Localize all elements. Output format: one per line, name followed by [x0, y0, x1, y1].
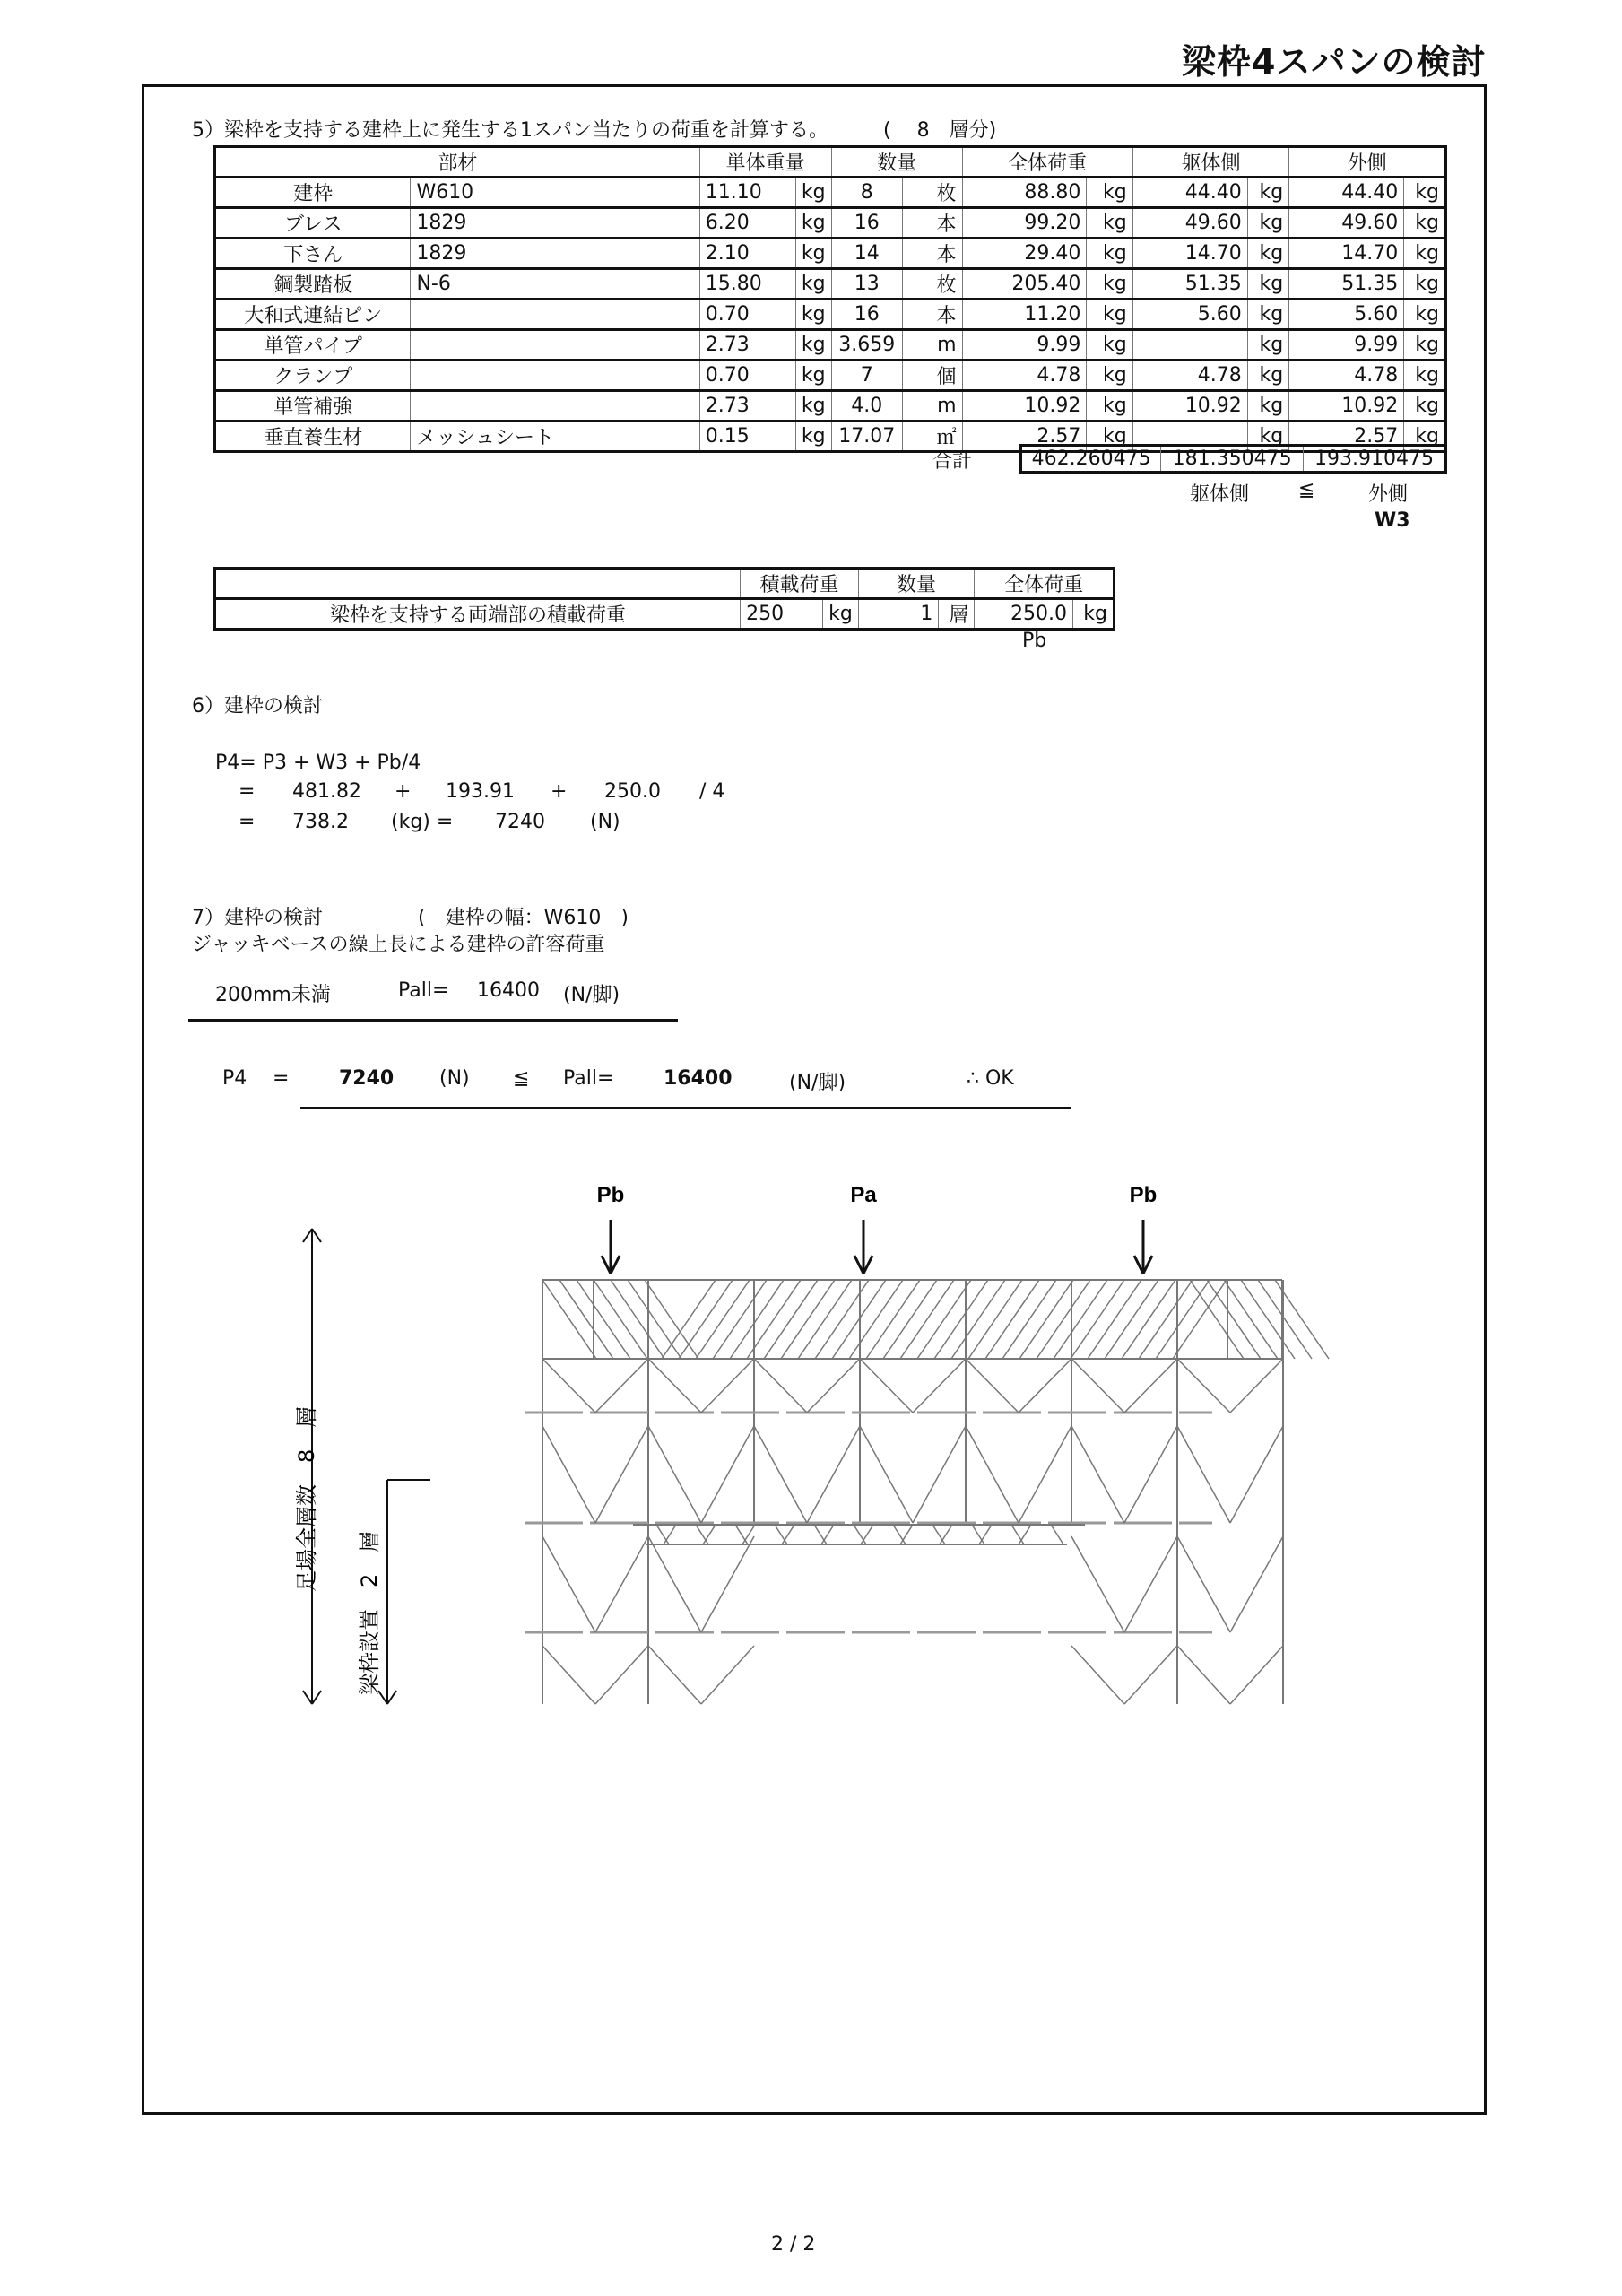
brace-line	[1019, 1359, 1071, 1413]
material-quantity-unit: ㎡	[902, 422, 962, 452]
hatch-line	[611, 1280, 664, 1359]
brace-line	[966, 1426, 1019, 1523]
material-spec: 1829	[411, 208, 699, 239]
brace-line	[648, 1426, 701, 1523]
section5-layers-note: ( 8 層分)	[883, 119, 997, 142]
comparison-right: 外側	[1368, 483, 1409, 506]
material-unit-weight-unit: kg	[795, 208, 831, 239]
material-body: 4.78	[1132, 361, 1247, 391]
loading-row-load-unit: kg	[822, 599, 858, 630]
hatch-line	[696, 1280, 750, 1359]
brace-line	[754, 1426, 807, 1523]
material-body-unit: kg	[1247, 361, 1288, 391]
truss-web	[979, 1525, 992, 1544]
formula-result-kg: 738.2	[292, 811, 349, 833]
material-outer: 51.35	[1289, 269, 1404, 300]
formula-p3: 481.82	[292, 780, 361, 803]
brace-line	[1124, 1646, 1177, 1704]
dimension-arrow-head	[303, 1229, 312, 1242]
material-body-unit: kg	[1247, 300, 1288, 330]
header-member: 部材	[215, 147, 700, 178]
material-unit-weight: 0.15	[699, 422, 795, 452]
brace-line	[1177, 1646, 1230, 1704]
section7-condition: 200mm未満	[215, 984, 331, 1006]
hatch-line	[594, 1280, 647, 1359]
hatch-line	[1173, 1280, 1227, 1359]
brace-line	[1177, 1359, 1230, 1413]
truss-web	[782, 1525, 794, 1544]
material-body: 10.92	[1132, 391, 1247, 422]
brace-line	[1071, 1646, 1124, 1704]
hatch-line	[713, 1280, 767, 1359]
material-unit-weight: 0.70	[699, 300, 795, 330]
result-pall-value: 16400	[664, 1067, 733, 1090]
brace-line	[1177, 1426, 1230, 1523]
material-unit-weight-unit: kg	[795, 361, 831, 391]
material-total-unit: kg	[1087, 239, 1132, 269]
brace-line	[648, 1536, 701, 1632]
hatch-line	[1019, 1280, 1073, 1359]
hatch-line	[900, 1280, 954, 1359]
brace-line	[1177, 1536, 1230, 1632]
material-body-unit: kg	[1247, 422, 1288, 452]
material-total-unit: kg	[1087, 300, 1132, 330]
formula-plus-2: +	[551, 780, 568, 803]
material-unit-weight-unit: kg	[795, 178, 831, 208]
hatch-line	[849, 1280, 903, 1359]
result-p4-unit: (N)	[439, 1067, 470, 1090]
brace-line	[1230, 1646, 1283, 1704]
material-name: 垂直養生材	[215, 422, 411, 452]
formula-kg-unit: (kg) =	[391, 811, 454, 833]
material-quantity: 13	[831, 269, 902, 300]
totals-body: 181.350475	[1161, 446, 1304, 473]
formula-eq-2: =	[239, 811, 256, 833]
material-quantity-unit: 本	[902, 239, 962, 269]
brace-line	[1071, 1426, 1124, 1523]
material-outer: 5.60	[1289, 300, 1404, 330]
loading-row-load: 250	[741, 599, 823, 630]
truss-web	[972, 1525, 984, 1544]
dimension-arrow-head	[312, 1691, 321, 1704]
hatch-line	[679, 1280, 733, 1359]
hatch-line	[866, 1280, 920, 1359]
material-quantity-unit: 本	[902, 208, 962, 239]
brace-line	[1124, 1426, 1177, 1523]
hatch-line	[1241, 1280, 1295, 1359]
brace-line	[648, 1646, 701, 1704]
pb-symbol: Pb	[1022, 630, 1047, 652]
formula-divisor: / 4	[699, 780, 725, 803]
material-outer-unit: kg	[1404, 269, 1446, 300]
header-unit-weight: 単体重量	[699, 147, 831, 178]
header-total-load: 全体荷重	[962, 147, 1132, 178]
section7-pall-label: Pall=	[398, 979, 449, 1002]
truss-web	[656, 1525, 669, 1544]
loading-row-qty-unit: 層	[939, 599, 975, 630]
formula-plus-1: +	[395, 780, 412, 803]
material-outer: 49.60	[1289, 208, 1404, 239]
truss-web	[861, 1525, 873, 1544]
truss-web	[1011, 1525, 1024, 1544]
result-pall-label: Pall=	[563, 1067, 614, 1090]
material-outer: 2.57	[1289, 422, 1404, 452]
dimension-arrow-head	[312, 1229, 321, 1242]
section7-pall-value: 16400	[477, 979, 540, 1002]
comparison-operator: ≦	[1298, 479, 1315, 501]
dimension-arrow-head	[303, 1691, 312, 1704]
hatch-line	[1224, 1280, 1278, 1359]
material-quantity: 16	[831, 208, 902, 239]
material-outer-unit: kg	[1404, 330, 1446, 361]
material-spec: N-6	[411, 269, 699, 300]
material-outer: 10.92	[1289, 391, 1404, 422]
material-quantity: 3.659	[831, 330, 902, 361]
brace-line	[807, 1426, 860, 1523]
loading-row-qty: 1	[858, 599, 939, 630]
brace-line	[860, 1426, 913, 1523]
formula-n-unit: (N)	[590, 811, 620, 833]
material-unit-weight-unit: kg	[795, 422, 831, 452]
loading-row-total: 250.0	[975, 599, 1073, 630]
material-body-unit: kg	[1247, 178, 1288, 208]
page-number: 2 / 2	[771, 2233, 816, 2256]
hatch-line	[1258, 1280, 1312, 1359]
material-quantity-unit: m	[902, 391, 962, 422]
brace-line	[595, 1646, 648, 1704]
material-outer: 4.78	[1289, 361, 1404, 391]
material-body: 5.60	[1132, 300, 1247, 330]
material-body-unit: kg	[1247, 269, 1288, 300]
material-name: 大和式連結ピン	[215, 300, 411, 330]
material-quantity: 17.07	[831, 422, 902, 452]
material-quantity-unit: 枚	[902, 269, 962, 300]
material-quantity: 7	[831, 361, 902, 391]
hatch-line	[730, 1280, 784, 1359]
brace-line	[701, 1536, 754, 1632]
material-outer: 44.40	[1289, 178, 1404, 208]
material-outer-unit: kg	[1404, 178, 1446, 208]
material-unit-weight-unit: kg	[795, 239, 831, 269]
material-total-unit: kg	[1087, 178, 1132, 208]
loading-header-load: 積載荷重	[741, 569, 859, 599]
hatch-line	[1002, 1280, 1056, 1359]
hatch-line	[917, 1280, 971, 1359]
result-verdict: ∴ OK	[967, 1067, 1014, 1090]
material-total: 99.20	[962, 208, 1087, 239]
totals-outer: 193.910475	[1304, 446, 1446, 473]
truss-web	[900, 1525, 913, 1544]
truss-web	[1051, 1525, 1063, 1544]
material-unit-weight-unit: kg	[795, 269, 831, 300]
material-total: 10.92	[962, 391, 1087, 422]
hatch-line	[1139, 1280, 1193, 1359]
material-quantity: 4.0	[831, 391, 902, 422]
hatch-line	[1122, 1280, 1175, 1359]
brace-line	[966, 1359, 1019, 1413]
material-name: クランプ	[215, 361, 411, 391]
brace-line	[595, 1426, 648, 1523]
hatch-line	[968, 1280, 1022, 1359]
material-total-unit: kg	[1087, 422, 1132, 452]
material-body-unit: kg	[1247, 391, 1288, 422]
material-unit-weight-unit: kg	[795, 330, 831, 361]
section7-width-note: ( 建枠の幅：W610 )	[418, 907, 629, 929]
material-unit-weight: 11.10	[699, 178, 795, 208]
header-body-side: 躯体側	[1132, 147, 1289, 178]
hatch-line	[781, 1280, 835, 1359]
hatch-line	[1207, 1280, 1261, 1359]
material-name: 下さん	[215, 239, 411, 269]
hatch-line	[934, 1280, 988, 1359]
brace-line	[542, 1426, 595, 1523]
hatch-line	[645, 1280, 698, 1359]
hatch-line	[577, 1280, 630, 1359]
material-total-unit: kg	[1087, 269, 1132, 300]
hatch-line	[798, 1280, 852, 1359]
truss-web	[664, 1525, 676, 1544]
section6-formula: P4= P3 + W3 + Pb/4	[215, 752, 421, 774]
comparison-left: 躯体側	[1190, 483, 1250, 506]
section7-pall-unit: (N/脚)	[563, 984, 620, 1006]
brace-line	[1071, 1536, 1124, 1632]
totals-total: 462.260475	[1021, 446, 1161, 473]
material-outer-unit: kg	[1404, 361, 1446, 391]
brace-line	[701, 1426, 754, 1523]
material-total-unit: kg	[1087, 361, 1132, 391]
material-unit-weight: 2.73	[699, 391, 795, 422]
material-total-unit: kg	[1087, 330, 1132, 361]
hatch-line	[559, 1280, 613, 1359]
material-spec: 1829	[411, 239, 699, 269]
material-outer: 9.99	[1289, 330, 1404, 361]
truss-web	[854, 1525, 866, 1544]
truss-web	[893, 1525, 906, 1544]
result-pall-unit: (N/脚)	[789, 1072, 846, 1094]
header-quantity: 数量	[831, 147, 962, 178]
loading-row-label: 梁枠を支持する両端部の積載荷重	[215, 599, 741, 630]
material-name: ブレス	[215, 208, 411, 239]
formula-eq-1: =	[239, 780, 256, 803]
hatch-line	[1190, 1280, 1244, 1359]
load-label-pb-right: Pb	[1129, 1183, 1158, 1207]
hatch-line	[1105, 1280, 1158, 1359]
formula-w3: 193.91	[446, 780, 515, 803]
w3-symbol: W3	[1375, 509, 1410, 532]
material-outer-unit: kg	[1404, 208, 1446, 239]
material-outer-unit: kg	[1404, 239, 1446, 269]
hatch-line	[764, 1280, 818, 1359]
material-name: 鋼製踏板	[215, 269, 411, 300]
truss-web	[932, 1525, 945, 1544]
material-unit-weight-unit: kg	[795, 391, 831, 422]
brace-line	[701, 1646, 754, 1704]
material-unit-weight: 6.20	[699, 208, 795, 239]
hatch-line	[883, 1280, 937, 1359]
material-body-unit: kg	[1247, 208, 1288, 239]
material-total: 2.57	[962, 422, 1087, 452]
material-total: 4.78	[962, 361, 1087, 391]
hatch-line	[1071, 1280, 1124, 1359]
material-quantity: 8	[831, 178, 902, 208]
hatch-line	[1156, 1280, 1210, 1359]
load-label-pb-left: Pb	[596, 1183, 625, 1207]
total-layers-label: 足場全層数 8 層	[294, 1405, 319, 1592]
loading-row-total-unit: kg	[1072, 599, 1114, 630]
hatch-line	[1088, 1280, 1141, 1359]
beam-layer-label: 梁枠設置 2 層	[357, 1530, 382, 1695]
brace-line	[807, 1359, 860, 1413]
totals-label: 合計	[932, 450, 973, 473]
material-quantity-unit: 個	[902, 361, 962, 391]
section6-heading: 6）建枠の検討	[192, 695, 323, 718]
material-quantity-unit: 枚	[902, 178, 962, 208]
material-total: 29.40	[962, 239, 1087, 269]
loading-header-total: 全体荷重	[975, 569, 1115, 599]
result-eq: =	[273, 1067, 290, 1090]
truss-web	[814, 1525, 827, 1544]
material-body: 51.35	[1132, 269, 1247, 300]
brace-line	[860, 1359, 913, 1413]
material-unit-weight: 2.73	[699, 330, 795, 361]
loading-header-quantity: 数量	[858, 569, 974, 599]
material-spec: メッシュシート	[411, 422, 699, 452]
material-total: 9.99	[962, 330, 1087, 361]
brace-line	[701, 1359, 754, 1413]
material-body: 14.70	[1132, 239, 1247, 269]
truss-web	[821, 1525, 834, 1544]
material-total-unit: kg	[1087, 391, 1132, 422]
brace-line	[595, 1536, 648, 1632]
material-outer-unit: kg	[1404, 300, 1446, 330]
load-label-pa: Pa	[850, 1183, 877, 1207]
dimension-arrow-head	[387, 1691, 396, 1704]
hatch-line	[1054, 1280, 1107, 1359]
material-unit-weight: 2.10	[699, 239, 795, 269]
material-name: 単管補強	[215, 391, 411, 422]
brace-line	[1230, 1536, 1283, 1632]
material-outer-unit: kg	[1404, 422, 1446, 452]
material-quantity-unit: 本	[902, 300, 962, 330]
section7-heading: 7）建枠の検討	[192, 907, 323, 929]
brace-line	[542, 1646, 595, 1704]
section7-subheading: ジャッキベースの繰上長による建枠の許容荷重	[192, 934, 605, 956]
header-outer-side: 外側	[1289, 147, 1446, 178]
result-operator: ≦	[513, 1067, 530, 1090]
material-total: 205.40	[962, 269, 1087, 300]
hatch-line	[542, 1280, 596, 1359]
material-unit-weight: 15.80	[699, 269, 795, 300]
brace-line	[542, 1359, 595, 1413]
truss-web	[735, 1525, 748, 1544]
section5-heading: 5）梁枠を支持する建枠上に発生する1スパン当たりの荷重を計算する。	[192, 119, 828, 142]
material-body: 49.60	[1132, 208, 1247, 239]
brace-line	[754, 1359, 807, 1413]
material-total-unit: kg	[1087, 208, 1132, 239]
brace-line	[1019, 1426, 1071, 1523]
truss-web	[775, 1525, 787, 1544]
material-unit-weight: 0.70	[699, 361, 795, 391]
brace-line	[542, 1536, 595, 1632]
page-title: 梁枠4スパンの検討	[1182, 42, 1487, 82]
truss-web	[703, 1525, 716, 1544]
brace-line	[913, 1426, 966, 1523]
material-body-unit: kg	[1247, 239, 1288, 269]
hatch-line	[662, 1280, 716, 1359]
material-total: 11.20	[962, 300, 1087, 330]
truss-web	[696, 1525, 708, 1544]
truss-web	[742, 1525, 755, 1544]
brace-line	[1071, 1359, 1124, 1413]
result-p4-label: P4	[222, 1067, 247, 1090]
brace-line	[913, 1359, 966, 1413]
material-total: 88.80	[962, 178, 1087, 208]
material-body-unit: kg	[1247, 330, 1288, 361]
material-quantity: 14	[831, 239, 902, 269]
brace-line	[1230, 1426, 1283, 1523]
formula-result-n: 7240	[495, 811, 545, 833]
truss-web	[940, 1525, 952, 1544]
formula-pb: 250.0	[604, 780, 661, 803]
hatch-line	[951, 1280, 1005, 1359]
brace-line	[1124, 1536, 1177, 1632]
material-quantity-unit: m	[902, 330, 962, 361]
brace-line	[648, 1359, 701, 1413]
hatch-line	[985, 1280, 1039, 1359]
brace-line	[1124, 1359, 1177, 1413]
brace-line	[1230, 1359, 1283, 1413]
material-quantity: 16	[831, 300, 902, 330]
material-spec: W610	[411, 178, 699, 208]
material-outer: 14.70	[1289, 239, 1404, 269]
material-body: 44.40	[1132, 178, 1247, 208]
material-outer-unit: kg	[1404, 391, 1446, 422]
hatch-line	[628, 1280, 681, 1359]
result-p4-value: 7240	[339, 1067, 395, 1090]
hatch-line	[1037, 1280, 1090, 1359]
truss-web	[1019, 1525, 1031, 1544]
material-name: 建枠	[215, 178, 411, 208]
material-unit-weight-unit: kg	[795, 300, 831, 330]
brace-line	[595, 1359, 648, 1413]
material-name: 単管パイプ	[215, 330, 411, 361]
